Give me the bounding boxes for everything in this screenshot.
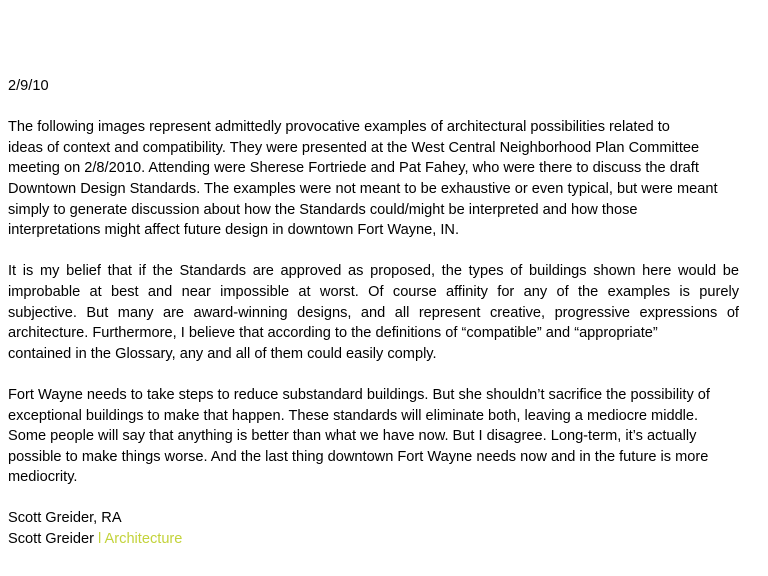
paragraph-conclusion <box>8 385 760 488</box>
paragraph-line: The following images represent admittedly provocative examples of architectural possibilities related to <box>8 119 670 136</box>
letter-page <box>8 76 760 550</box>
spacer <box>8 97 760 118</box>
signature-brand <box>8 529 760 550</box>
paragraph-line: meeting on 2/8/2010. Attending were Sherese Fortriede and Pat Fahey, who were there to discuss the draft <box>8 160 699 177</box>
paragraph-line: Downtown Design Standards. The examples were not meant to be exhaustive or even typical, but were meant <box>8 180 718 197</box>
paragraph-line: mediocrity. <box>8 469 78 486</box>
paragraph-line: Some people will say that anything is better than what we have now. But I disagree. Long-term, it’s actually <box>8 428 697 445</box>
paragraph-line: exceptional buildings to make that happen. These standards will eliminate both, leaving a mediocre middle. <box>8 407 699 424</box>
paragraph-line: improbable at best and near impossible at worst. Of course affinity for any of the examples is purely <box>8 283 739 300</box>
paragraph-line: simply to generate discussion about how the Standards could/might be interpreted and how those <box>8 201 638 218</box>
paragraph-belief <box>8 261 760 364</box>
paragraph-line: Fort Wayne needs to take steps to reduce substandard buildings. But she shouldn’t sacrifice the possibility of <box>8 386 710 403</box>
paragraph-line: architecture. Furthermore, I believe that according to the definitions of “compatible” and “appropriate” <box>8 325 658 342</box>
paragraph-line: It is my belief that if the Standards are approved as proposed, the types of buildings shown here would be <box>8 263 739 280</box>
spacer <box>8 364 760 385</box>
paragraph-line: possible to make things worse. And the last thing downtown Fort Wayne needs now and in the future is more <box>8 448 709 465</box>
paragraph-line: ideas of context and compatibility. They were presented at the West Central Neighborhood Plan Committee <box>8 139 700 156</box>
signature-name: Scott Greider, RA <box>8 510 122 527</box>
spacer <box>8 488 760 509</box>
spacer <box>8 241 760 262</box>
brand-suffix: Architecture <box>104 531 183 548</box>
brand-name: Scott Greider <box>8 531 94 548</box>
paragraph-context <box>8 117 760 241</box>
brand-separator: l <box>98 531 102 548</box>
paragraph-line: subjective. But many are award-winning designs, and all represent creative, progressive expressions of <box>8 304 739 321</box>
letter-date: 2/9/10 <box>8 78 49 94</box>
paragraph-line: contained in the Glossary, any and all of them could easily comply. <box>8 345 437 362</box>
paragraph-line: interpretations might affect future design in downtown Fort Wayne, IN. <box>8 222 460 239</box>
